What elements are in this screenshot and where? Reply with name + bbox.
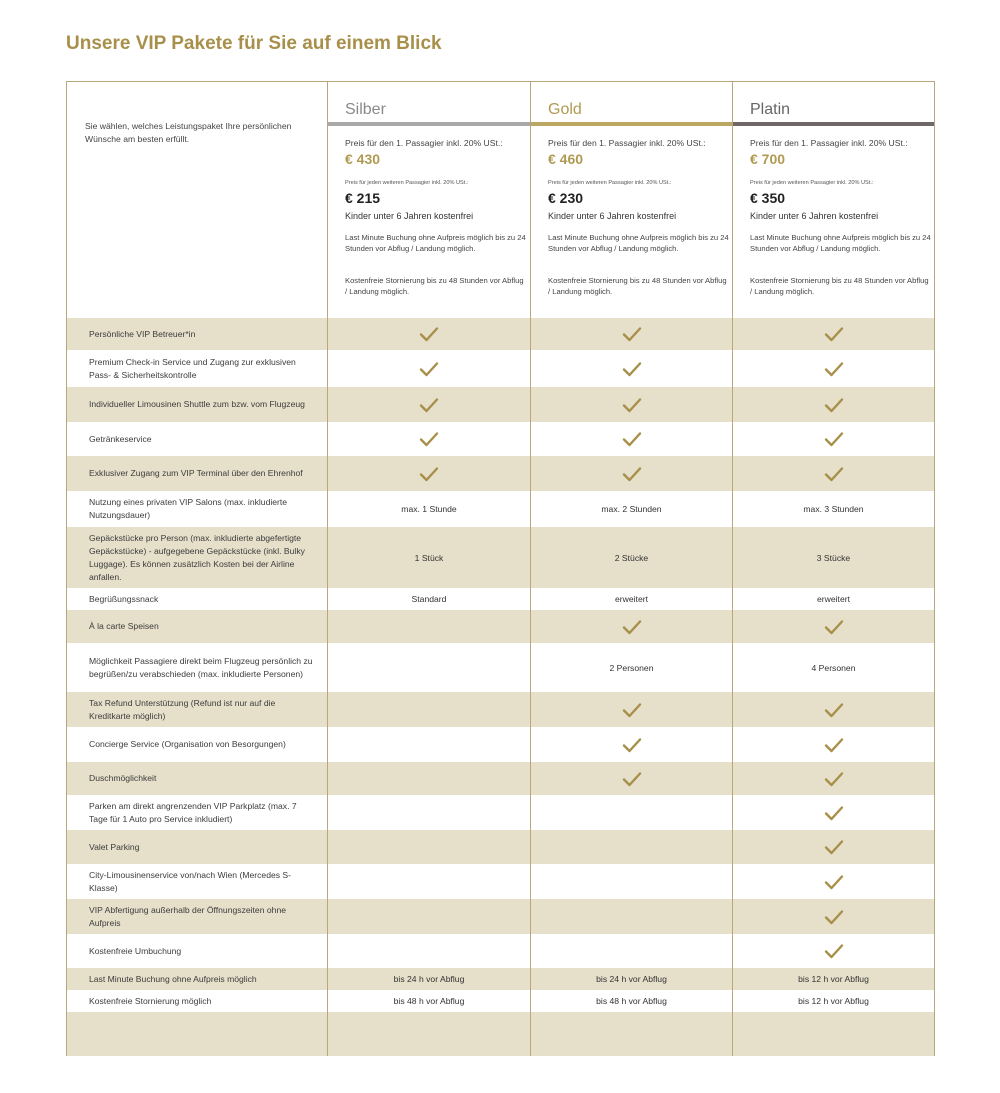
intro-text: Sie wählen, welches Leistungspaket Ihre persönlichen Wünsche am besten erfüllt. bbox=[85, 121, 292, 144]
feature-value: max. 3 Stunden bbox=[732, 491, 934, 527]
check-icon bbox=[327, 456, 530, 491]
lastminute-note: Last Minute Buchung ohne Aufpreis möglich bis zu 24 Stunden vor Abflug / Landung möglich. bbox=[345, 233, 526, 253]
kids-note: Kinder unter 6 Jahren kostenfrei bbox=[345, 211, 474, 221]
feature-value: bis 12 h vor Abflug bbox=[732, 990, 934, 1012]
feature-label: Kostenfreie Stornierung möglich bbox=[89, 995, 212, 1006]
package-comparison-table bbox=[66, 81, 935, 1056]
first-passenger-label: Preis für den 1. Passagier inkl. 20% USt.: bbox=[750, 138, 908, 148]
check-icon bbox=[327, 318, 530, 350]
feature-value bbox=[327, 692, 530, 727]
feature-value: 2 Stücke bbox=[530, 527, 732, 588]
feature-value: bis 48 h vor Abflug bbox=[327, 990, 530, 1012]
additional-passenger-price: € 350 bbox=[750, 190, 786, 206]
check-icon bbox=[732, 899, 934, 934]
first-passenger-price: € 460 bbox=[548, 151, 584, 167]
feature-value bbox=[327, 830, 530, 864]
package-color-bar bbox=[531, 122, 732, 126]
feature-value bbox=[327, 610, 530, 643]
feature-value bbox=[732, 1012, 934, 1056]
feature-label bbox=[67, 1012, 327, 1056]
feature-value bbox=[327, 643, 530, 692]
table-row bbox=[67, 899, 934, 934]
table-row bbox=[67, 968, 934, 990]
feature-label: Valet Parking bbox=[89, 841, 140, 852]
feature-value: bis 24 h vor Abflug bbox=[530, 968, 732, 990]
feature-value: 3 Stücke bbox=[732, 527, 934, 588]
additional-passenger-price: € 230 bbox=[548, 190, 584, 206]
table-row bbox=[67, 830, 934, 864]
feature-value: bis 12 h vor Abflug bbox=[732, 968, 934, 990]
check-icon bbox=[530, 610, 732, 643]
feature-value bbox=[327, 1012, 530, 1056]
table-row bbox=[67, 1012, 934, 1056]
table-row bbox=[67, 527, 934, 588]
table-row bbox=[67, 795, 934, 830]
feature-value bbox=[530, 830, 732, 864]
feature-label: Individueller Limousinen Shuttle zum bzw. vom Flugzeug bbox=[89, 399, 305, 409]
kids-note: Kinder unter 6 Jahren kostenfrei bbox=[750, 211, 879, 221]
table-row bbox=[67, 727, 934, 762]
check-icon bbox=[732, 318, 934, 350]
table-row bbox=[67, 864, 934, 899]
package-name: Gold bbox=[548, 101, 582, 118]
check-icon bbox=[327, 387, 530, 422]
feature-value: 1 Stück bbox=[327, 527, 530, 588]
package-silber bbox=[327, 82, 530, 318]
check-icon bbox=[732, 422, 934, 456]
page-title: Unsere VIP Pakete für Sie auf einem Blick bbox=[66, 33, 442, 54]
check-icon bbox=[530, 692, 732, 727]
check-icon bbox=[732, 864, 934, 899]
feature-value: max. 2 Stunden bbox=[530, 491, 732, 527]
lastminute-note: Last Minute Buchung ohne Aufpreis möglich bis zu 24 Stunden vor Abflug / Landung möglich. bbox=[750, 233, 931, 253]
table-row bbox=[67, 643, 934, 692]
table-row bbox=[67, 318, 934, 350]
additional-passenger-label: Preis für jeden weiteren Passagier inkl. 20% USt.: bbox=[345, 180, 469, 186]
check-icon bbox=[732, 387, 934, 422]
check-icon bbox=[530, 422, 732, 456]
feature-value bbox=[327, 934, 530, 968]
feature-label: Duschmöglichkeit bbox=[89, 773, 157, 783]
check-icon bbox=[530, 456, 732, 491]
check-icon bbox=[732, 795, 934, 830]
feature-value: max. 1 Stunde bbox=[327, 491, 530, 527]
feature-value: 4 Personen bbox=[732, 643, 934, 692]
check-icon bbox=[732, 456, 934, 491]
kids-note: Kinder unter 6 Jahren kostenfrei bbox=[548, 211, 677, 221]
feature-label: Last Minute Buchung ohne Aufpreis möglich bbox=[89, 973, 257, 984]
check-icon bbox=[327, 422, 530, 456]
table-row bbox=[67, 934, 934, 968]
table-row bbox=[67, 491, 934, 527]
feature-label: VIP Abfertigung außerhalb der Öffnungszeiten ohne Aufpreis bbox=[89, 904, 287, 928]
check-icon bbox=[530, 318, 732, 350]
feature-label: Nutzung eines privaten VIP Salons (max. inkludierte Nutzungsdauer) bbox=[89, 497, 288, 520]
table-row bbox=[67, 990, 934, 1012]
check-icon bbox=[732, 692, 934, 727]
first-passenger-label: Preis für den 1. Passagier inkl. 20% USt.: bbox=[345, 138, 503, 148]
feature-value bbox=[530, 864, 732, 899]
table-row bbox=[67, 350, 934, 387]
package-name: Platin bbox=[750, 101, 791, 118]
feature-value bbox=[530, 934, 732, 968]
feature-label: Exklusiver Zugang zum VIP Terminal über den Ehrenhof bbox=[89, 468, 303, 478]
first-passenger-price: € 700 bbox=[750, 151, 786, 167]
feature-label: Gepäckstücke pro Person (max. inkludierte abgefertigte Gepäckstücke) - aufgegebene Gepäckstücke (inkl. Bulky Luggage). Es können zusätzlich Kosten bei der Airline anfallen. bbox=[89, 532, 305, 582]
feature-value bbox=[530, 899, 732, 934]
feature-value bbox=[327, 762, 530, 795]
cancellation-note: Kostenfreie Stornierung bis zu 48 Stunden vor Abflug / Landung möglich. bbox=[750, 276, 929, 296]
lastminute-note: Last Minute Buchung ohne Aufpreis möglich bis zu 24 Stunden vor Abflug / Landung möglich. bbox=[548, 233, 729, 253]
feature-label: Möglichkeit Passagiere direkt beim Flugzeug persönlich zu begrüßen/zu verabschieden (max. inkludierte Personen) bbox=[89, 655, 313, 679]
table-row bbox=[67, 692, 934, 727]
feature-label: Kostenfreie Umbuchung bbox=[89, 945, 182, 956]
package-color-bar bbox=[733, 122, 934, 126]
feature-value: Standard bbox=[327, 588, 530, 610]
package-color-bar bbox=[328, 122, 530, 126]
feature-label: Premium Check-in Service und Zugang zur exklusiven Pass- & Sicherheitskontrolle bbox=[89, 356, 296, 380]
feature-value: bis 48 h vor Abflug bbox=[530, 990, 732, 1012]
feature-label: City-Limousinenservice von/nach Wien (Mercedes S-Klasse) bbox=[89, 869, 292, 893]
feature-value bbox=[530, 795, 732, 830]
table-row bbox=[67, 588, 934, 610]
package-platin bbox=[732, 82, 934, 318]
feature-label: Getränkeservice bbox=[89, 433, 152, 444]
check-icon bbox=[530, 387, 732, 422]
feature-value bbox=[327, 899, 530, 934]
check-icon bbox=[732, 830, 934, 864]
cancellation-note: Kostenfreie Stornierung bis zu 48 Stunden vor Abflug / Landung möglich. bbox=[345, 276, 524, 296]
feature-label: À la carte Speisen bbox=[89, 621, 159, 631]
table-header bbox=[67, 82, 934, 318]
additional-passenger-label: Preis für jeden weiteren Passagier inkl. 20% USt.: bbox=[548, 180, 672, 186]
additional-passenger-label: Preis für jeden weiteren Passagier inkl. 20% USt.: bbox=[750, 180, 874, 186]
feature-value bbox=[327, 864, 530, 899]
table-row bbox=[67, 762, 934, 795]
check-icon bbox=[732, 610, 934, 643]
cancellation-note: Kostenfreie Stornierung bis zu 48 Stunden vor Abflug / Landung möglich. bbox=[548, 276, 727, 296]
feature-value bbox=[327, 727, 530, 762]
check-icon bbox=[530, 762, 732, 795]
table-row bbox=[67, 456, 934, 491]
additional-passenger-price: € 215 bbox=[345, 190, 381, 206]
check-icon bbox=[732, 350, 934, 387]
feature-label: Concierge Service (Organisation von Besorgungen) bbox=[89, 739, 286, 749]
feature-value bbox=[327, 795, 530, 830]
check-icon bbox=[327, 350, 530, 387]
feature-label: Parken am direkt angrenzenden VIP Parkplatz (max. 7 Tage für 1 Auto pro Service inkludiert) bbox=[89, 800, 297, 824]
feature-value: erweitert bbox=[530, 588, 732, 610]
check-icon bbox=[732, 762, 934, 795]
package-gold bbox=[530, 82, 732, 318]
feature-label: Tax Refund Unterstützung (Refund ist nur auf die Kreditkarte möglich) bbox=[89, 697, 276, 721]
first-passenger-price: € 430 bbox=[345, 151, 381, 167]
feature-value bbox=[530, 1012, 732, 1056]
feature-label: Begrüßungssnack bbox=[89, 593, 159, 604]
first-passenger-label: Preis für den 1. Passagier inkl. 20% USt.: bbox=[548, 138, 706, 148]
table-row bbox=[67, 610, 934, 643]
table-row bbox=[67, 387, 934, 422]
check-icon bbox=[732, 727, 934, 762]
check-icon bbox=[530, 727, 732, 762]
feature-value: 2 Personen bbox=[530, 643, 732, 692]
package-name: Silber bbox=[345, 101, 386, 118]
check-icon bbox=[732, 934, 934, 968]
feature-value: bis 24 h vor Abflug bbox=[327, 968, 530, 990]
table-row bbox=[67, 422, 934, 456]
check-icon bbox=[530, 350, 732, 387]
feature-value: erweitert bbox=[732, 588, 934, 610]
feature-label: Persönliche VIP Betreuer*in bbox=[89, 328, 196, 339]
